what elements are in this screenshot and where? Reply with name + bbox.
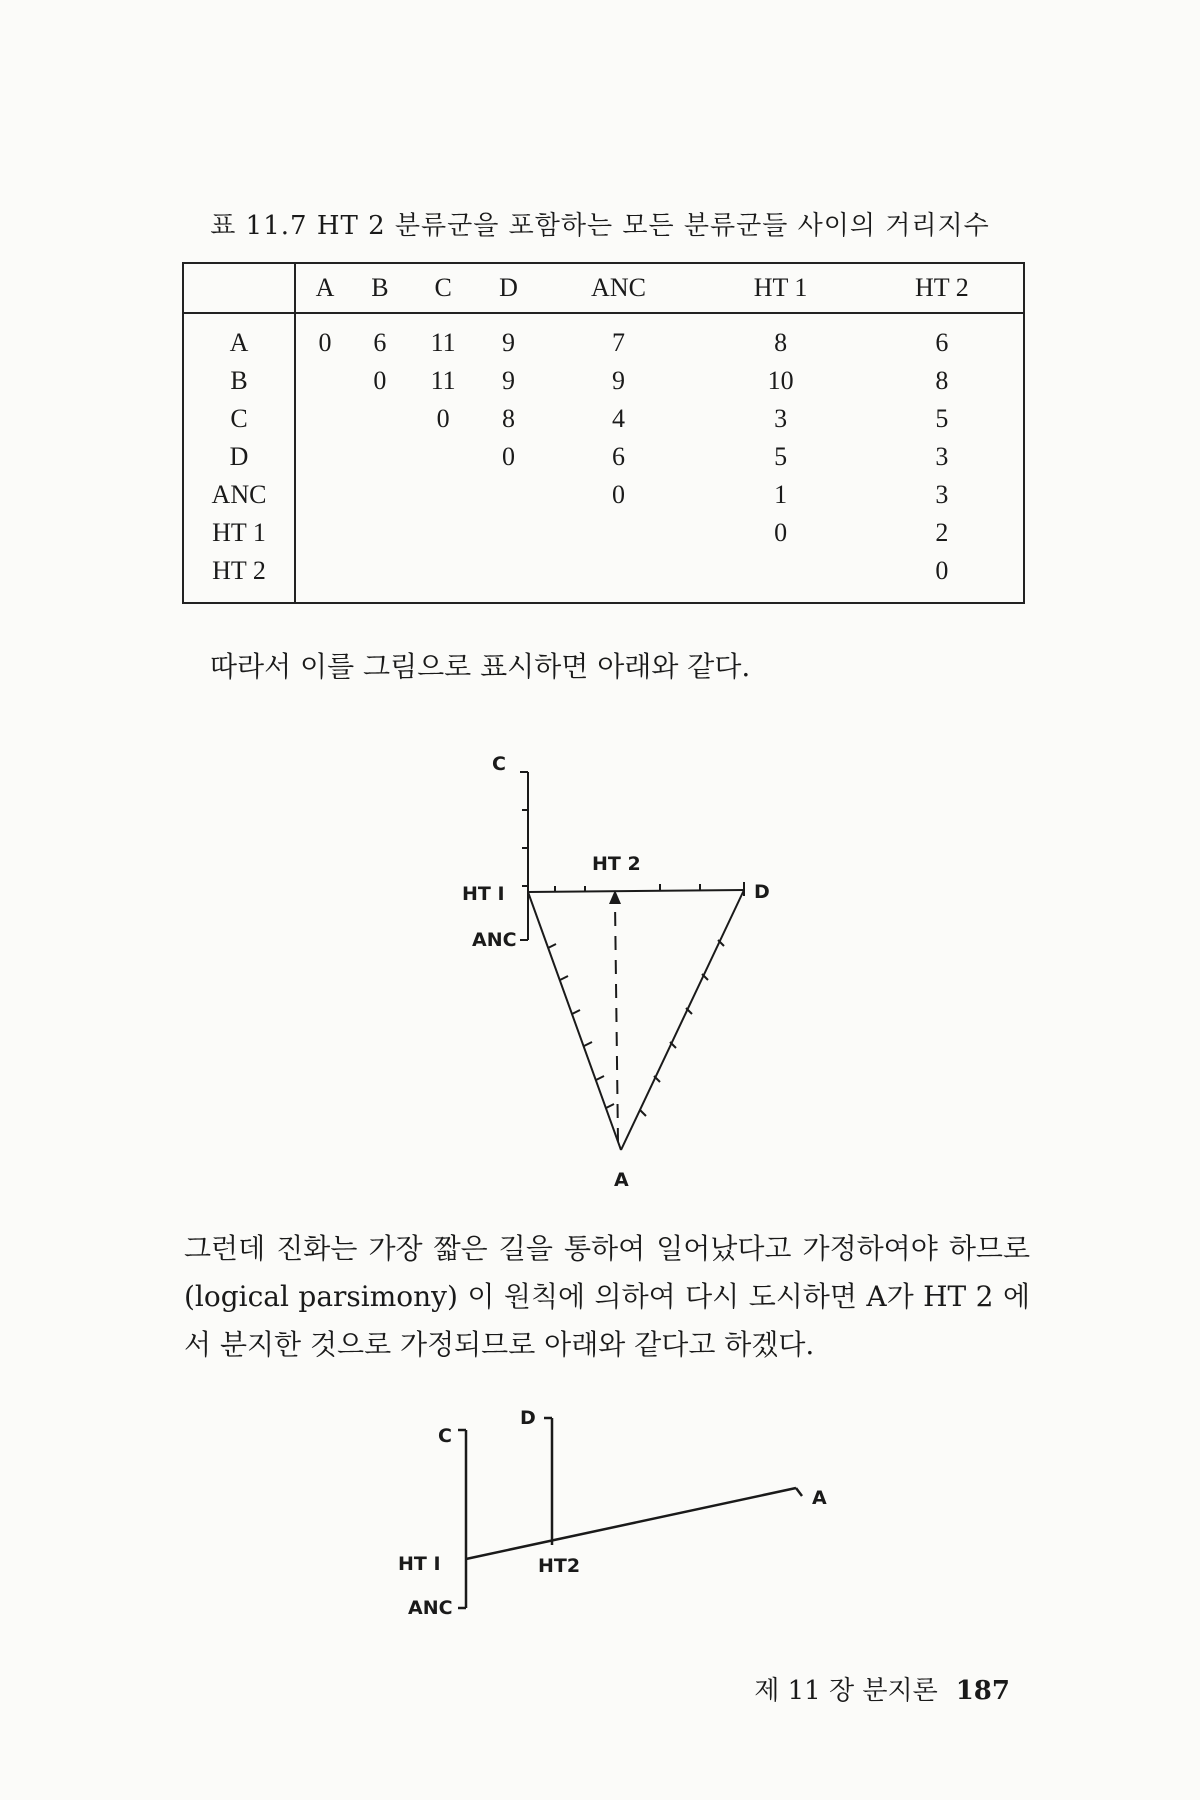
paragraph-intro: 따라서 이를 그림으로 표시하면 아래와 같다. <box>210 650 751 683</box>
table-cell: 11 <box>430 366 456 395</box>
label-d: D <box>520 1407 536 1429</box>
table-cell: 0 <box>436 404 450 433</box>
row-label: D <box>183 438 295 476</box>
tick <box>572 1010 580 1014</box>
page-number: 187 <box>955 1676 1010 1706</box>
table-cell <box>406 476 481 514</box>
table-cell <box>354 514 406 552</box>
table-row <box>183 552 1024 603</box>
table-row <box>183 438 1024 476</box>
arrow-head <box>609 890 621 904</box>
table-cell <box>481 552 537 603</box>
table-cell: 1 <box>774 480 788 509</box>
label-c: C <box>438 1425 452 1447</box>
label-a: A <box>614 1169 629 1191</box>
row-label: HT 2 <box>183 552 295 603</box>
table-cell: 8 <box>935 366 949 395</box>
page-footer <box>754 1670 1010 1707</box>
tick <box>560 976 568 980</box>
table-cell <box>406 514 481 552</box>
table-cell <box>354 438 406 476</box>
tick <box>702 974 708 980</box>
row-label: HT 1 <box>183 514 295 552</box>
table-cell <box>537 552 701 603</box>
table-cell: 6 <box>373 328 387 357</box>
tick <box>640 1110 646 1116</box>
column-header: A <box>295 263 354 313</box>
table-header-row <box>183 263 1024 313</box>
table-cell: 2 <box>935 518 949 547</box>
distance-table <box>182 262 1025 604</box>
branch-ht1-a-line <box>466 1488 796 1559</box>
table-cell: 11 <box>430 328 456 357</box>
table-cell: 6 <box>935 328 949 357</box>
label-d: D <box>754 881 770 903</box>
table-cell: 0 <box>373 366 387 395</box>
table-cell: 10 <box>767 366 794 395</box>
table-cell: 9 <box>502 366 516 395</box>
table-cell: 5 <box>935 404 949 433</box>
tick <box>670 1042 676 1048</box>
table-row <box>183 362 1024 400</box>
branch-d-a-line <box>621 890 744 1150</box>
table-cell <box>295 514 354 552</box>
table-row <box>183 400 1024 438</box>
table-cell <box>295 362 354 400</box>
table-cell <box>295 476 354 514</box>
label-ht2: HT 2 <box>592 853 641 875</box>
table-cell: 3 <box>935 480 949 509</box>
tick <box>718 940 724 946</box>
table-cell <box>295 552 354 603</box>
table-cell: 5 <box>774 442 788 471</box>
table-cell <box>354 400 406 438</box>
column-header: ANC <box>537 263 701 313</box>
table-row <box>183 514 1024 552</box>
table-caption: 표 11.7 HT 2 분류군을 포함하는 모든 분류군들 사이의 거리지수 <box>210 211 990 241</box>
row-label: B <box>183 362 295 400</box>
branch-ht1-a-line <box>528 892 621 1150</box>
table-cell: 6 <box>612 442 625 471</box>
tick <box>796 1488 802 1496</box>
table-cell: 0 <box>935 556 949 585</box>
column-header: C <box>406 263 481 313</box>
table-cell <box>406 438 481 476</box>
table-cell: 0 <box>318 328 332 357</box>
chapter-title: 제 11 장 분지론 <box>754 1676 938 1706</box>
column-header: HT 1 <box>700 263 860 313</box>
column-header: D <box>481 263 537 313</box>
table-cell: 8 <box>774 328 788 357</box>
table-cell: 9 <box>502 328 516 357</box>
table-cell <box>295 438 354 476</box>
table-cell: 0 <box>774 518 788 547</box>
table-cell: 3 <box>935 442 949 471</box>
label-c: C <box>492 753 506 775</box>
table-row <box>183 313 1024 362</box>
column-header: B <box>354 263 406 313</box>
table-cell <box>406 552 481 603</box>
label-anc: ANC <box>472 929 517 951</box>
branch-ht1-d-line <box>528 890 744 892</box>
column-header: HT 2 <box>861 263 1024 313</box>
table-cell: 0 <box>612 480 625 509</box>
table-cell: 7 <box>612 328 625 357</box>
table-cell <box>354 476 406 514</box>
tick <box>548 944 556 948</box>
row-label: ANC <box>183 476 295 514</box>
table-cell <box>295 400 354 438</box>
header-corner <box>183 263 295 313</box>
paragraph-parsimony: 그런데 진화는 가장 짧은 길을 통하여 일어났다고 가정하여야 하므로(logical parsimony) 이 원칙에 의하여 다시 도시하면 A가 HT 2 에서 분지한 것으로 가정되므로 아래와 같다고 하겠다. <box>184 1232 1030 1361</box>
label-ht1: HT I <box>462 883 505 905</box>
label-a: A <box>812 1487 827 1509</box>
table-cell <box>700 552 860 603</box>
row-label: C <box>183 400 295 438</box>
tick <box>596 1076 604 1080</box>
table-cell: 8 <box>502 404 516 433</box>
label-anc: ANC <box>408 1597 453 1619</box>
tick <box>584 1042 592 1046</box>
label-ht1: HT I <box>398 1553 441 1575</box>
tick <box>606 1104 614 1108</box>
table-cell: 3 <box>774 404 788 433</box>
table-cell <box>537 514 701 552</box>
dashed-a-ht2-line <box>615 902 618 1142</box>
table-cell <box>481 476 537 514</box>
table-row <box>183 476 1024 514</box>
table-cell: 9 <box>612 366 625 395</box>
table-cell <box>481 514 537 552</box>
table-cell: 4 <box>612 404 625 433</box>
table-cell: 0 <box>502 442 516 471</box>
table-cell <box>354 552 406 603</box>
row-label: A <box>183 313 295 362</box>
tick <box>686 1008 692 1014</box>
label-ht2: HT2 <box>538 1555 581 1577</box>
tick <box>654 1076 660 1082</box>
